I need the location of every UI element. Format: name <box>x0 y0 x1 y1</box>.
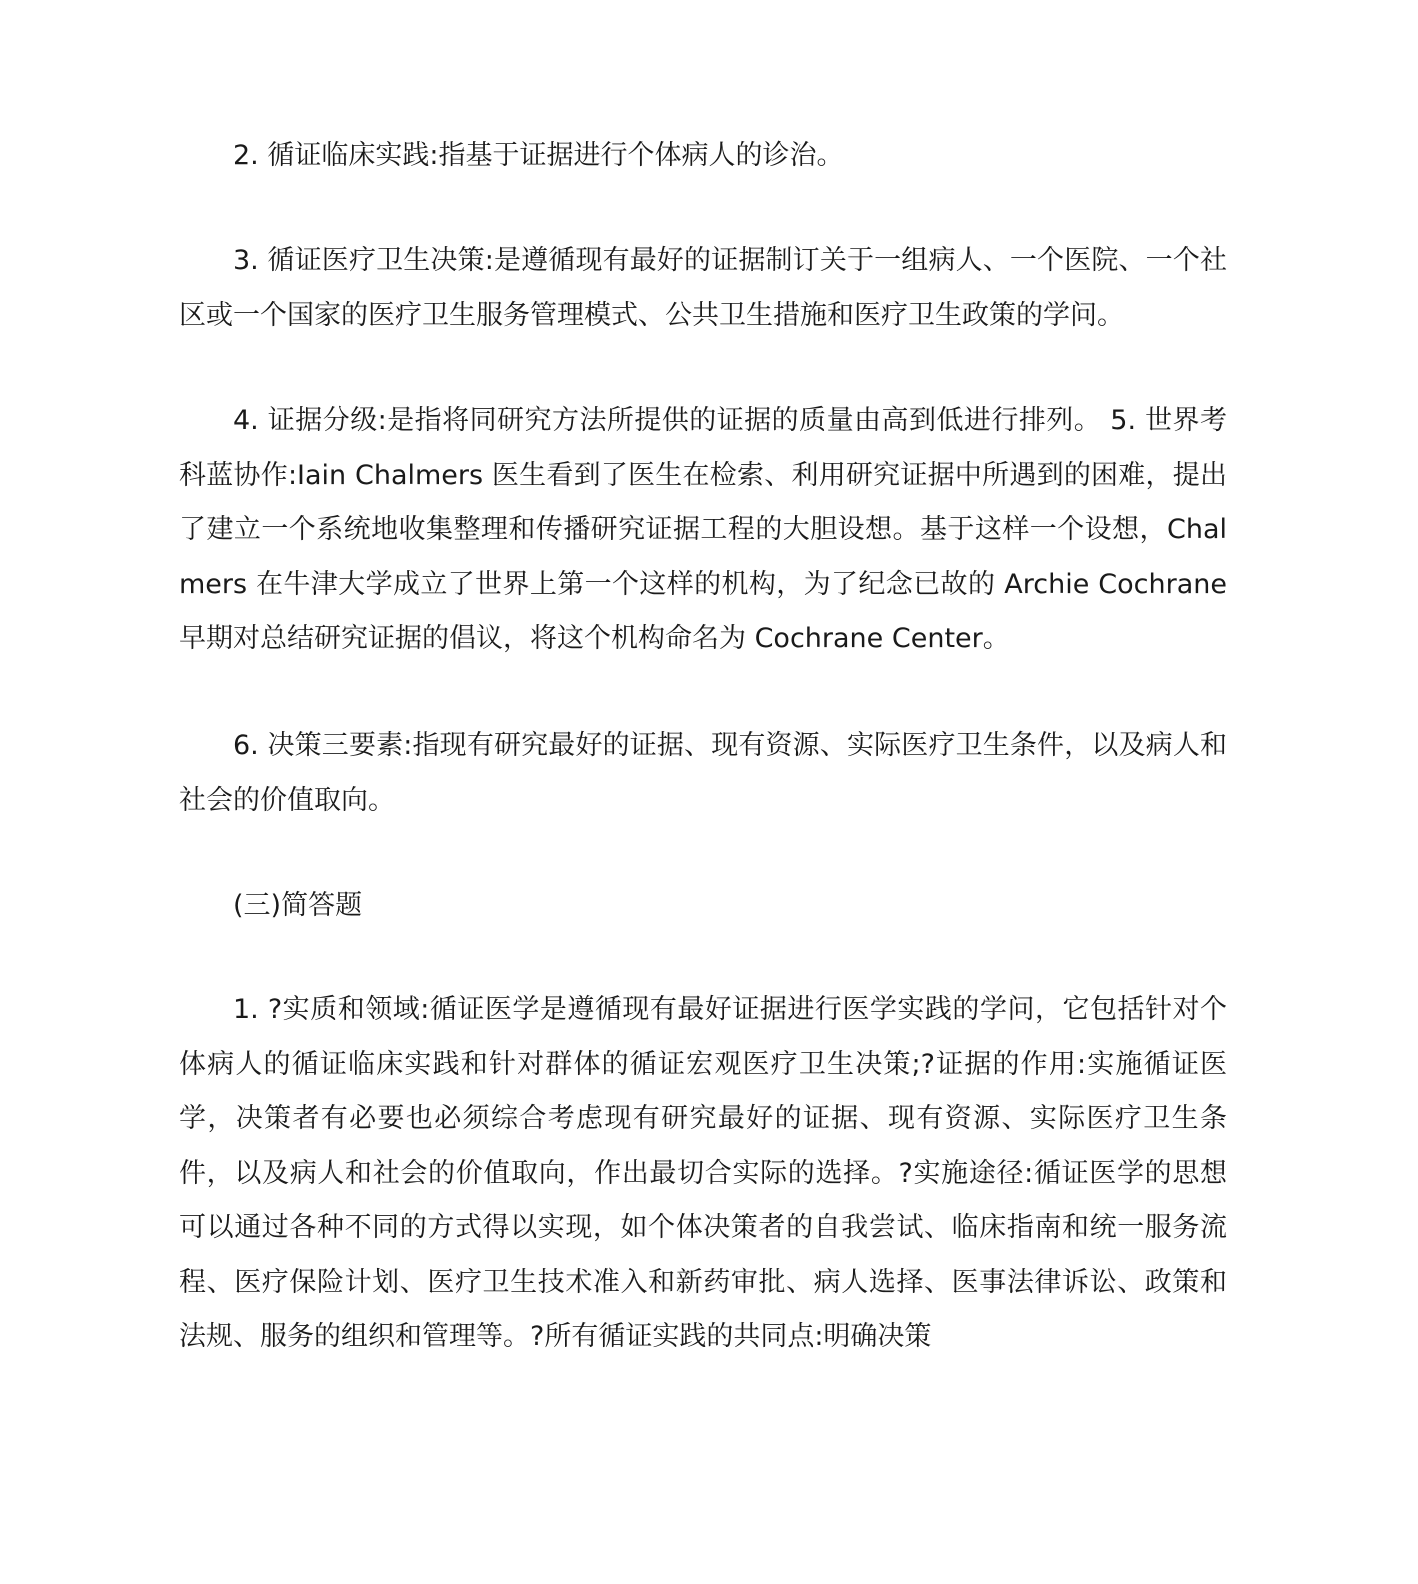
paragraph-short-answer-1: 1. ?实质和领域:循证医学是遵循现有最好证据进行医学实践的学问，它包括针对个体病人的循证临床实践和针对群体的循证宏观医疗卫生决策;?证据的作用:实施循证医学，决策者有必要也必须综合考虑现有研究最好的证据、现有资源、实际医疗卫生条件，以及病人和社会的价值取向，作出最切合实际的选择。?实施途径:循证医学的思想可以通过各种不同的方式得以实现，如个体决策者的自我尝试、临床指南和统一服务流程、医疗保险计划、医疗卫生技术准入和新药审批、病人选择、医事法律诉讼、政策和法规、服务的组织和管理等。?所有循证实践的共同点:明确决策 <box>179 994 1227 1352</box>
paragraph-evidence-based-clinical-practice: 2. 循证临床实践:指基于证据进行个体病人的诊治。 <box>233 140 844 171</box>
paragraph-evidence-based-health-decision: 3. 循证医疗卫生决策:是遵循现有最好的证据制订关于一组病人、一个医院、一个社区或一个国家的医疗卫生服务管理模式、公共卫生措施和医疗卫生政策的学问。 <box>179 245 1227 331</box>
paragraph-evidence-grading-cochrane: 4. 证据分级:是指将同研究方法所提供的证据的质量由高到低进行排列。 5. 世界考科蓝协作:Iain Chalmers 医生看到了医生在检索、利用研究证据中所遇到的困难，提出了建立一个系统地收集整理和传播研究证据工程的大胆设想。基于这样一个设想，Chalmers 在牛津大学成立了世界上第一个这样的机构，为了纪念已故的 Archie Cochrane 早期对总结研究证据的倡议，将这个机构命名为 Cochrane Center。 <box>179 405 1227 654</box>
paragraph-three-decision-elements: 6. 决策三要素:指现有研究最好的证据、现有资源、实际医疗卫生条件，以及病人和社会的价值取向。 <box>179 730 1227 816</box>
section-heading-short-answer: (三)简答题 <box>233 890 363 921</box>
